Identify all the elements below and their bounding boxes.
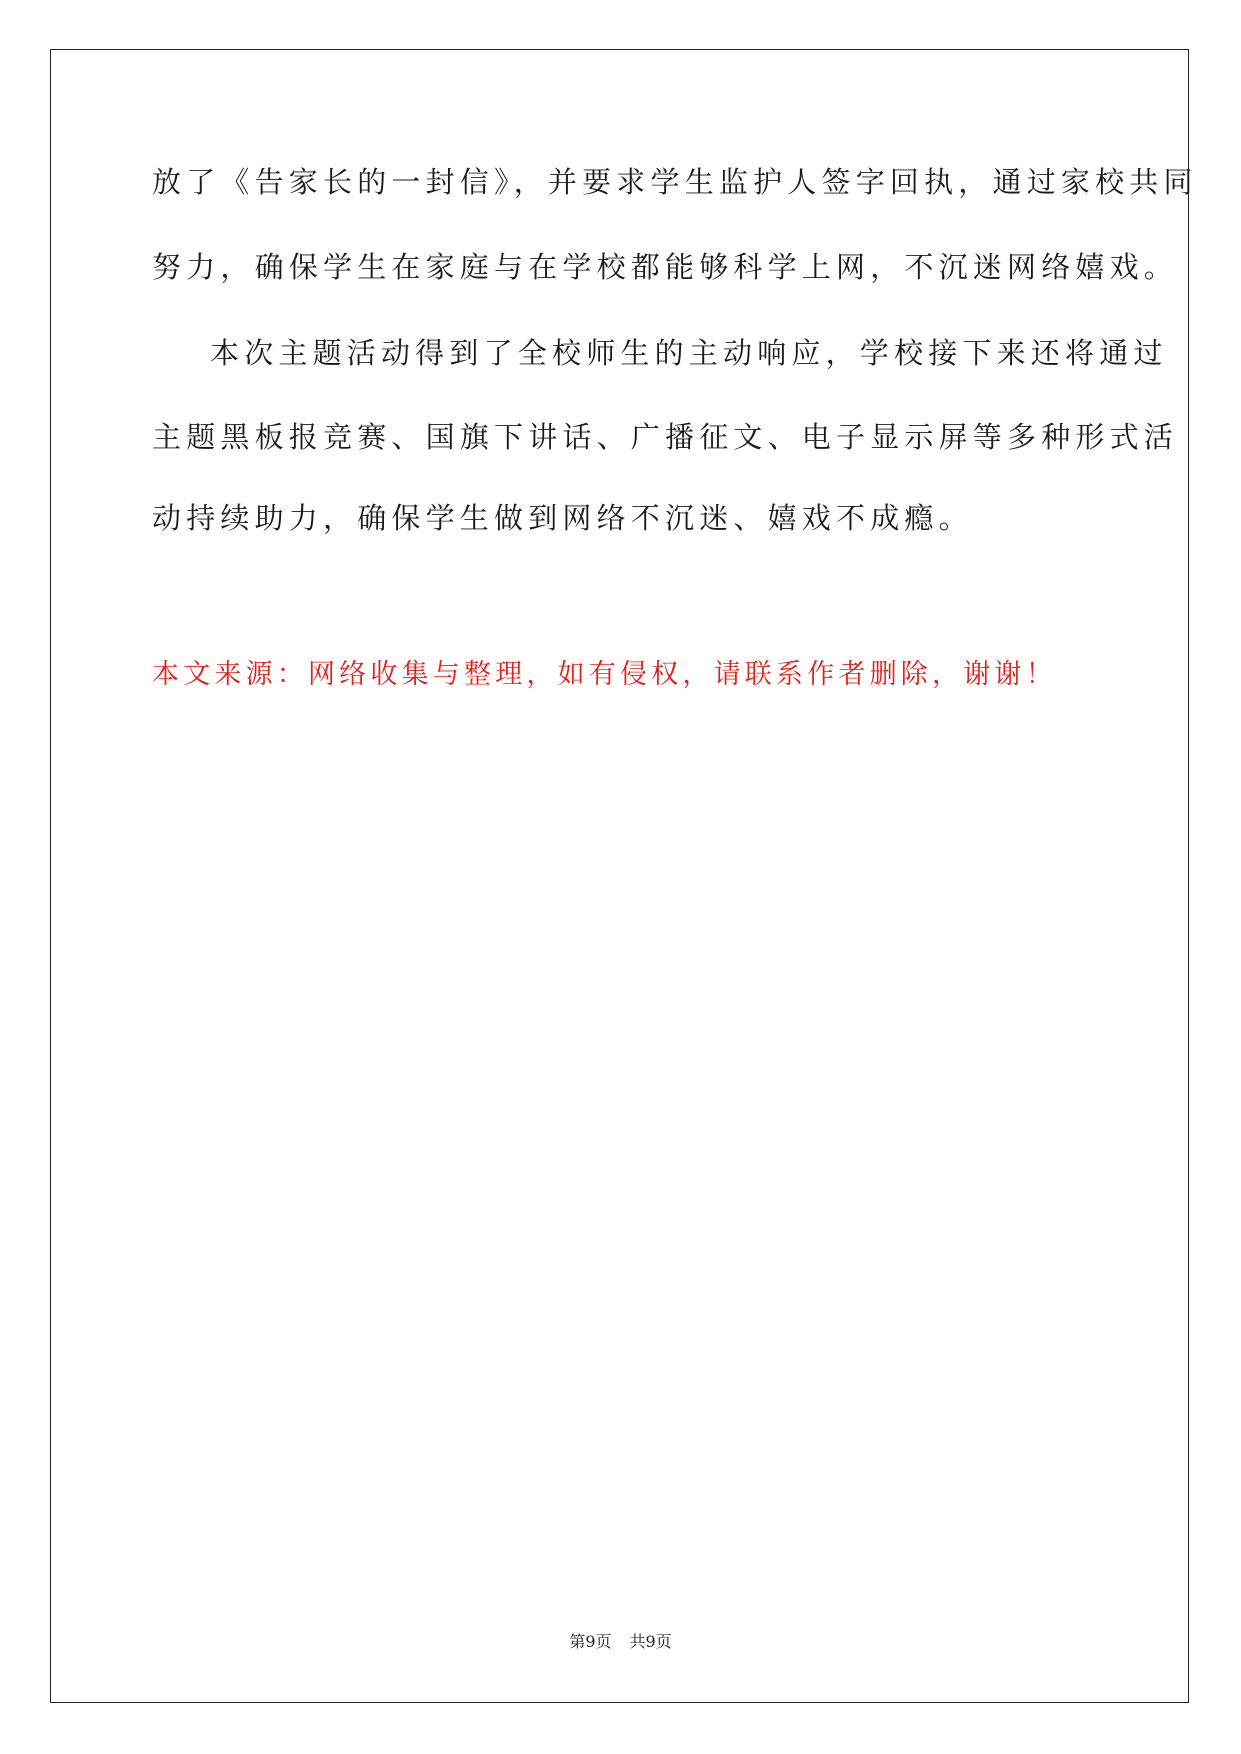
source-note: 本文来源：网络收集与整理，如有侵权，请联系作者删除，谢谢！ bbox=[152, 659, 1057, 690]
page-border bbox=[50, 49, 1189, 1703]
paragraph-line-2: 努力，确保学生在家庭与在学校都能够科学上网，不沉迷网络嬉戏。 bbox=[152, 250, 1179, 284]
current-page-label: 第9页 bbox=[569, 1632, 612, 1651]
total-pages-label: 共9页 bbox=[629, 1632, 672, 1651]
paragraph-line-3: 本次主题活动得到了全校师生的主动响应，学校接下来还将通过 bbox=[210, 336, 1168, 370]
page-footer bbox=[0, 1629, 1241, 1652]
paragraph-line-4: 主题黑板报竞赛、国旗下讲话、广播征文、电子显示屏等多种形式活 bbox=[152, 420, 1179, 454]
paragraph-line-5: 动持续助力，确保学生做到网络不沉迷、嬉戏不成瘾。 bbox=[152, 501, 973, 535]
paragraph-line-1: 放了《告家长的一封信》，并要求学生监护人签字回执，通过家校共同 bbox=[152, 165, 1198, 199]
